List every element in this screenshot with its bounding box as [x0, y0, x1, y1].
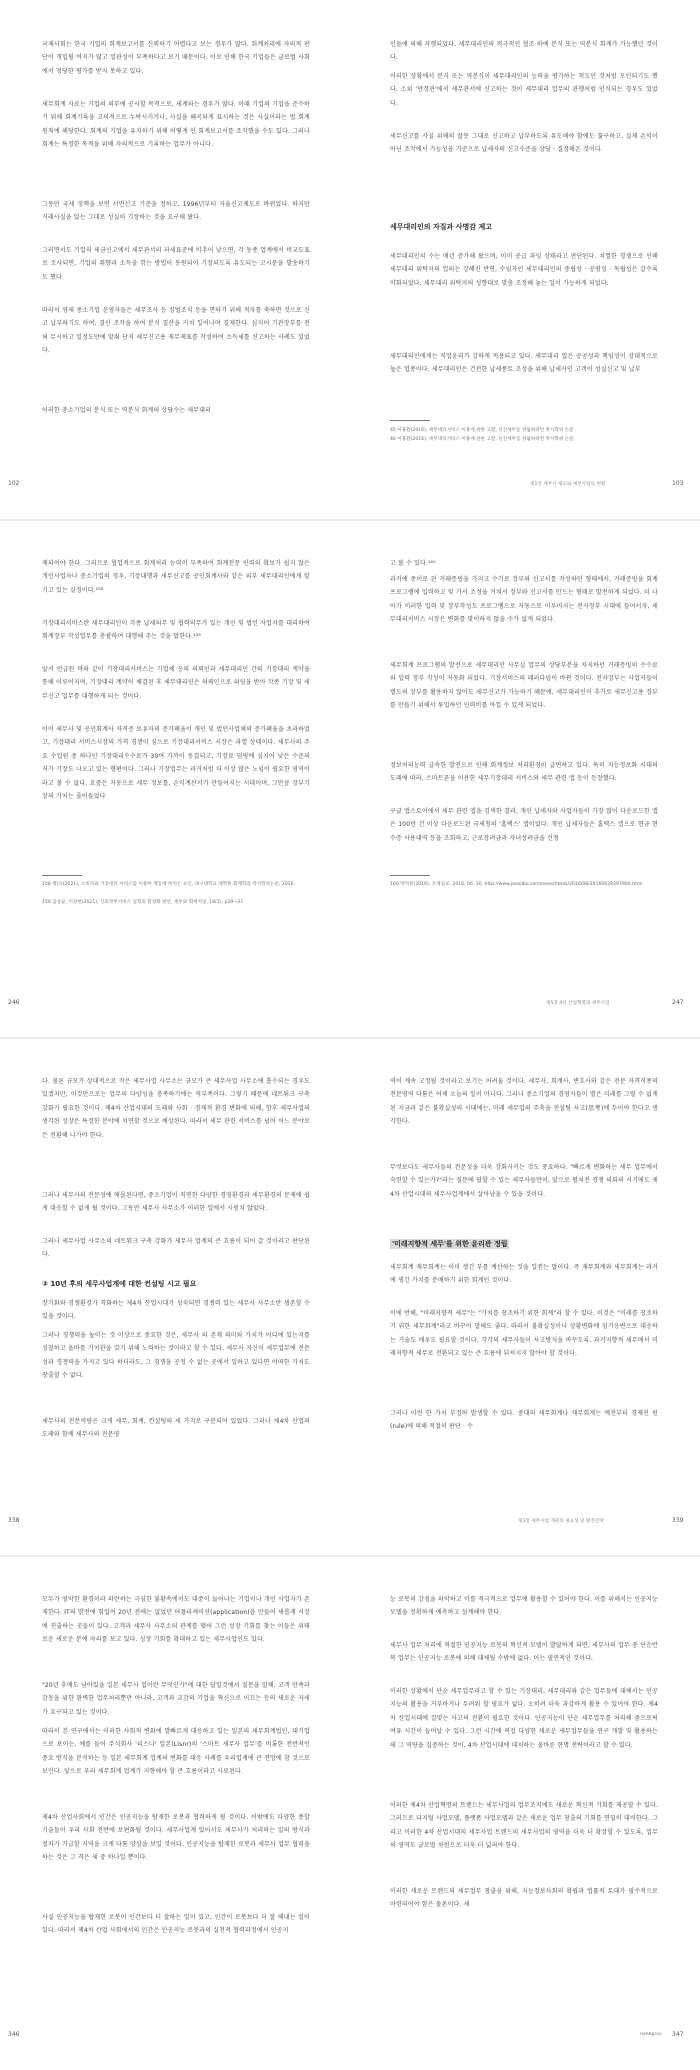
- running-head: 제3장 세무사업 개관의 필요성 및 발전전략: [518, 1519, 604, 1524]
- paragraph: 따라서 본 연구에서는 이러한 사회적 변화에 발빠르게 대응하고 있는 일본의 세무회계법인, 대기업으로 보이는, 예를 들어 주식회사 '리스나' 일본(Lisnr)의 '스마트 세무사 업무'를 비롯한 전반적인 중요 방식을 분석하는 등 일본 세무회계 업계의 변화를 대응 사례를 우리업계에 큰 전망에 참 것으로 보인다. 앞으로 우리 세무회계 업계가 지향해야 할 큰 흐름이라고 사료된다.: [42, 1728, 310, 1776]
- paragraph: 이미 세무사 및 공인회계사 자격증 보유자의 증가폐율이 개인 및 법인사업체의 증가폐율을 초과하였고, 기장대리 서비스시장의 가격 경쟁이 심으로 기장대리서비스 시장은 과열 상태이다. 세무사의 주요 수입원 중 하나인 기장대리수수료가 30여 가까이 동결되고, 기장료 덤핑에 심지어 낮은 수준의 저가 기장도 나오고 있는 형편이다. 그러나 기장업무는 과거처럼 더 이상 많은 노임이 필요한 영역이라고 볼 수 없다. 요즘은 자동으로 세무 정보를, 손익계산서가 만들어지는 시대이며, 그만큼 장부기장의 가치는 줄어들었다: [42, 726, 310, 801]
- running-head: nahbgrus: [640, 2032, 662, 2037]
- paragraph: 이러한 상황에서 분식 또는 역분식이 세무대리인의 능력을 평가하는 척도인 것처럼 오인되기도 했다. 소위 '만정관'에서 세무관서에 신고하는 것이 세무대리 업무의 관행처럼 인식되는 경우도 있었다.: [390, 73, 658, 107]
- page-number: 347: [672, 2031, 684, 2038]
- paragraph: 이에 반해, "미래지향적 세무"는 "가치를 창조하기 위한 회계"라 할 수 있다. 이것은 "미래를 창조하기 위한 세무회계"라고 바꾸어 말해도 좋다. 따라서 불확실성이나 상황변화에 임기응변으로 대응하는 기술도 매우도 필요할 것이다. 각각의 세무사들이 사고방식을 바꾸도록, 과거지향적 세무에서 미래지향적 세무로 전환되고 있는 큰 흐름에 뒤처지지 않아야 할 것이다.: [390, 1310, 658, 1358]
- page-347: [350, 1557, 700, 2070]
- paragraph: 정보처리능력 급속한 발전으로 인해 회계정보 처리환경이 급변하고 있다. 특히 지능정보화 시대의 도래에 따라, 스마트폰을 이용한 세무기장대리 서비스와 세무 관련 앱 등이 등장했다.: [390, 762, 658, 783]
- page-number: 103: [672, 480, 684, 487]
- page-number: 346: [8, 2031, 20, 2038]
- paragraph: 세무회계 프로그램의 발전으로 세무대리인 사무실 업무의 상당부분을 차지하던 거래증빙의 수수료와 입력 장부 작성이 자동화 되었다. 기장서비스의 패러다임이 바뀐 것이다. 전자장부는 사업자들이 별도의 장부를 활용하지 않아도 세무신고가 가능하기 때문에, 세무대리인이 추가로 세무신고용 장부를 만들기 위해서 투입하던 인력비를 아낄 수 있게 되었다.: [390, 662, 658, 710]
- page-103: [350, 0, 700, 518]
- paragraph: 기장대리서비스란 세무대리인이 각종 납세의무 및 협력의무가 있는 개인 및 법인 사업자를 대리하여 회계장부 작성업무를 총괄하여 대행해 주는 것을 말한다.¹⁵⁹: [42, 620, 310, 641]
- page-number: 339: [672, 1517, 684, 1524]
- spread-3: [0, 1039, 700, 1555]
- paragraph: 앞서 언급된 바와 같이 기장대리서비스는 기업체 등의 의뢰인과 세무대리인 간의 기장대리 계약을 통해 이루어지며, 기장대리 계약이 체결된 후 세무대리인은 의뢰인으로 위임을 받아 각종 기장 및 세무신고 업무를 대행하게 되는 것이다.: [42, 666, 310, 700]
- paragraph: 세무사 업무 처리에 적절한 인공지능 로봇의 혁신적 모델이 발달하게 되면, 세무사의 업무 중 단순반복 업무는 인공지능 로봇에 의해 대체될 수밖에 없다. 이는 필연적인 것이다.: [390, 1642, 658, 1663]
- footnote: 158 행(?)(2021), 소비자와 기장대리 서비스를 이용한 행동에 미치는 요인, 대구대학교 대학원 회계학과 박사학위논문, 2016.: [42, 882, 295, 887]
- footnote-rule: [390, 875, 430, 876]
- heading-highlight: '미래지향적 세무'를 위한 윤리관 정립: [392, 1240, 508, 1248]
- paragraph: 제되어야 한다. 그리므로 협업적으로 회계처리 능력이 부족하여 회계전문 인력의 확보가 쉽지 않은 개인사업자나 중소기업의 경우, 기장대행과 세무신고를 공인회계사와 같은 외부 세무대리인에게 맡기고 있는 실정이다.¹⁵⁸: [42, 560, 310, 594]
- running-head: 제5장 4차 산업혁명과 세무사업: [546, 1001, 610, 1006]
- footnote-rule: [42, 875, 82, 876]
- page-339: [350, 1039, 700, 1555]
- section-heading: [390, 1239, 509, 1249]
- paragraph: 다. 물론 규모가 상대적으로 작은 세무사업 사무소는 규모가 큰 세무사업 사무소에 흡수되는 경우도 있겠지만, 이것만으로는 업무의 다양성을 충족하기에는 역부족이다. 그렇기 때문에 네트워크 구축 강화가 필요한 것이다. 제4차 산업시대의 도래와 사회 · 경제적 환경 변화에 의해, 향후 세무사업의 생각된 성장은 특정한 분야에 치면할 것으로 예상된다. 따라서 세무 관련 서비스를 넘어 어느 분야로든 전환해 나가야 한다.: [42, 1078, 310, 1139]
- paragraph: 따라서 영세 중소기업 운영자들은 세무조사 등 징벌조치 등을 면하기 위해 적자를 축하면 것으로 신고 납부하기도 하여, 결산 조작을 하여 분식 결산을 거쳐 일어나며 결제한다. 심지어 기관장부를 전혀 무시하고 일정도만에 맞춰 단지 세무신고용 재무제표를 작성하여 소득세를 신고하는 사례도 있었다.: [42, 307, 310, 355]
- paragraph: 그러나 경쟁력을 높이는 것 이상으로 중요한 것은, 세무사 의 존재 의미와 가치가 어디에 있는지를 성찰하고 올바를 가치관을 갖기 위해 노력하는 것이라고 할 수 있다. 세무사 자신이 세무업무에 전문성과 경쟁력을 가지고 있다 하더라도, 그 경쟁을 공정 수 없는 곳에서 일하고 있다면 어떠한 가치도 창출할 수 없다.: [42, 1332, 310, 1380]
- paragraph: 그동안 국세 정책을 보면 서면신고 기준을 정하고, 1996년부터 자율신고제도로 바뀌었다. 하지만 거래사실을 있는 그대로 성실히 기장하는 것을 요구해 왔다.: [42, 201, 310, 222]
- paragraph: 장기화와 경쟁환경가 격화하는 제4차 산업시대가 성숙되면 경쟁력 있는 세무사 사무소만 생존할 수 있을 것이다.: [42, 1300, 310, 1321]
- footnote-rule: [390, 420, 430, 421]
- paragraph: 세무사의 전문역량은 크게 세무, 회계, 컨설팅의 세 가지로 구분되어 있었다. 그러나 제4차 산업의 도래와 함께 세무사의 전문영: [42, 1418, 310, 1439]
- paragraph: 사실 인공지능을 탑재한 로봇이 인간보다 더 잘하는 일이 있고, 인간이 로봇보다 더 잘 해내는 일이 있다. 따라서 제4차 산업 사회에서의 인간은 인공지능 로봇과의 실천적 협력과정에서 인공지: [42, 1914, 310, 1935]
- paragraph: 모두가 영악한 환경이라 파란하는 극심한 불황속에서도 대중이 늘어나는 기업이나 개인 사업자가 존재한다. IT의 발전에 힘입어 20년 전에는 없었던 어플리케이션(application)을 만들어 새롭게 시장에 진출하는 곳들이 있다. 고객과 세무사 사무소의 관계를 맺어 그런 성장 기회를 찾는 이들은 위태로운 새로운 분에 자리를 보고 있다. 성장 기회를 확대하고 있는 세무사업인도 있다.: [42, 1596, 310, 1644]
- section-heading: 세무대리인의 자질과 사명감 제고: [390, 223, 492, 231]
- spread-2: [0, 521, 700, 1037]
- page-102: [0, 0, 350, 518]
- paragraph: 국제사회는 한국 기업의 회계보고서를 신뢰하기 어렵다고 보는 경우가 많다. 회계처리에 자의적 판단이 개입될 여지가 많고 일관성이 부족하다고 보기 때문이다. 이로 인해 한국 기업들은 글로벌 사회에서 정당한 평가를 받지 못하고 있다.: [42, 41, 310, 75]
- page-number: 247: [672, 999, 684, 1006]
- paragraph: 무엇보다도 세무사들의 전문성을 더욱 강화시키는 것도 중요하다. "빠르게 변화하는 세무 업무에서 숙련할 수 있는가?"라는 질문에 답할 수 있는 세무사들만이, 앞으로 펼쳐진 경쟁 의화의 시기에도 제4차 산업시대의 세무사업계에서 살아남을 수 있을 것이다.: [390, 1164, 658, 1198]
- paragraph: 능 로봇의 강점을 파악하고 이를 적극적으로 업무에 활용할 수 있어야 한다. 이를 위해서는 인공지능 모델을 정확하게 예측하고 설계해야 한다.: [390, 1596, 658, 1617]
- page-number: 102: [8, 480, 20, 487]
- paragraph: 구글 앱스토어에서 세무 관련 앱을 검색한 결과, 개인 납세자와 사업자들이 가장 많이 다운로드한 앱은 100만 건 이상 다운로드된 국세청의 '홈택스' 앱이었다. 개인 납세자들은 홈택스 앱으로 현금 현수증 사용내역 등을 조회하고, 근로장려금과 자녀장려금을 신청: [390, 808, 658, 842]
- spread-1: [0, 0, 700, 518]
- page-346: [0, 1557, 350, 2070]
- page-247: [350, 521, 700, 1037]
- running-head: 제1장 세무사 제도와 세무사업의 현황: [530, 482, 606, 487]
- page-338: [0, 1039, 350, 1555]
- paragraph: 세무회계 재무회계는 이미 생긴 부를 계산하는 것을 일컫는 말이다. 즉 재무회계와 세무회계는 과거에 생긴 가치를 분배하기 위한 회계인 것이다.: [390, 1264, 658, 1285]
- page-246: [0, 521, 350, 1037]
- paragraph: 세무대리인에게는 직업윤리가 강하게 적용되고 있다. 세무대리 업은 공공성과 책임성이 상대적으로 높은 업종이다. 세무대리인은 건전한 납세풍토 조성을 위해 납세자인 고객이 성실신고 및 납부: [390, 353, 658, 374]
- paragraph: 그러나 세무사의 전문성에 매몰된다면, 중소기업이 직면한 다양한 경영환경과 세무환경의 문제에 쉽게 대응할 수 없게 될 것이다. 그동안 세무사 사무소가 이러한 일에서 시원치 않았다.: [42, 1192, 310, 1213]
- paragraph: 이러한 새로운 트렌드의 세무업무 창출을 위해, 지능정보사회의 확립과 법률적 토대가 필수적으로 마련되어야 함은 물론이다. 세: [390, 1888, 658, 1909]
- section-heading: ② 10년 후의 세무사업계에 대한 컨설팅 시고 필요: [42, 1280, 197, 1288]
- paragraph: 역이 계속 고정될 것이라고 보기는 어려울 것이다. 세무사, 회계사, 변호사와 같은 전문 자격직종의 전문영역 다툼은 어제 오늘의 일이 아니다. 그러나 중소기업의 경영자들이 별은 미래를 그릴 수 없게 된 지금과 같은 불확실성의 시대에는, 미래 세무업의 주축을 진설팅 사고(思考)에 두어야 한다고 생각한다.: [390, 1078, 658, 1126]
- paragraph: 인들에 의해 자행되었다. 세무대리인의 적극적인 협조 하에 분식 또는 역분식 회계가 가능했던 것이다.: [390, 41, 658, 62]
- paragraph: 세무신고를 사실 위해의 잘못 그대로 신고하고 납부하도록 유도해야 함에도 불구하고, 실제 손익이 아닌 조작에서 가능성을 기준으로 납세자의 신고수준을 상담 · 결정해온 것이다.: [390, 133, 658, 154]
- footnote: 160 박저현(2016), 조세일보, 2016. 06. 30. http://www.joseilbo.com/news/htmls/2016/06/20160629297900.html: [390, 882, 643, 887]
- paragraph: 세무대리인의 수는 매년 증가해 왔으며, 이미 공급 과잉 상태라고 판단된다. 치열한 경쟁으로 인해 세무대리 위탁자의 업의는 강해진 반면, 수임자인 세무대리인의 중립성 · 공평성 · 독립성은 갈수록 약화되었다. 세무대리 위탁자의 성향대로 맞춤 조정해 놓는 일이 가능하게 되었다.: [390, 253, 658, 287]
- page-number: 338: [8, 1517, 20, 1524]
- paragraph: 제4차 산업사회에서 인간은 인공지능을 탑재한 로봇과 협력하게 될 것이다. 이밖에도 다양한 종합 기술들이 우리 사회 전반에 보편화될 것이다. 세무사업계 있어서도 세무사가 처리하는 일의 방식과 절차가 기급할 지역을 크게 다툼 양상을 보일 것이다. 인공지능을 탑재한 로봇과 세무사 업무 협력을 하는 것은 그 격은 세 중 하나일 뿐이다.: [42, 1814, 310, 1862]
- paragraph: 그러나 세무사업 사무소의 네트워크 구축 강화가 세무사 업계의 큰 흐름이 되어 갈 것이라고 판단된다.: [42, 1238, 310, 1259]
- paragraph: 이러한 제4차 산업혁명의 트렌드는 세무사업의 업무조직에도 새로운 혁신적 기회를 제공할 수 있다. 그러므로 디지털 사업모델, 플랫폼 사업모델과 같은 새로운 업무 창출의 기회를 면밀히 대비한다. 그리고 이러한 4차 산업시대의 세무사업 트렌드의 세무사업의 영역을 더욱 더 확장할 수 있도록, 업무의 영역도 글로벌 차원으로 더욱 더 넓혀야 한다.: [390, 1802, 658, 1850]
- paragraph: 이러한 중소기업의 분식 또는 역분식 회계의 상당수는 세무대리: [42, 407, 211, 414]
- footnote: 45 이용환(2016), 세무대리서비스 이용에 관한 고찰, 선진세무를 정립하려면 박사학위 논문.: [390, 428, 576, 433]
- spread-4: [0, 1557, 700, 2070]
- paragraph: "20년 후에도 남아있을 일본 세무사 업이란 무엇인가"에 대한 답일것에서 질문을 말해, 고객 만족과 감동을 위한 완벽한 업무처리뿐만 아니라, 고객과 교감의 기업을 혁신으로 이끄는 등의 새로운 자세가 요구되고 있는 것이다.: [42, 1682, 310, 1716]
- paragraph: 이러한 상황에서 단순 세무업무라고 할 수 있는 기장대리, 세무대리와 같은 업무들에 대해서는 인공지능의 활용을 거부하거나 두려워 할 필요가 없다. 오히려 더욱 과감하게 활용 수 있어야 한다. 제4차 산업시대에 걸맞는 사고의 전환이 필요한 것이다. 인공지능이 단순 세무업무를 처리해 줌으로써 여유 시간이 늘어날 수 있다. 그런 시간에 복잡 다양한 새로운 세무업무들을 연구 개발 및 활용하는데 그 역량을 집중하는 것이, 4차 산업시대에 대처하는 올바른 현명 전략이라고 할 수 있다.: [390, 1688, 658, 1749]
- paragraph: 세무회계 자료는 기업의 외부에 공시할 목적으로, 세계와는 경우가 많다. 이때 기업의 기업을 준수하기 위해 회계기록을 고의적으로 누락시키거나, 사실을 왜곡되게 표시하는 것은 사실이라는 법 회계원칙에 해당한다. 회계의 기업을 유지하기 위해 어떻게 인 회계보고서를 조작했을 수도 있다. 그러나 회계는 특정한 목적을 위해 자의적으로 기록하는 업무가 아니다.: [42, 101, 310, 149]
- paragraph: 그러면서도 기업의 세금신고에서 세무관서의 과세표준에 비추어 낮으면, 각 동종 업계에서 비교도표로 조사되면, 기업의 취향과 소득을 깎는 방법이 동원되어 기장되도록 유도되는 고시문을 발송하기도 했다.: [42, 247, 310, 281]
- paragraph: 그러나 이런 한 가치 부정하 발생할 수 있다. 중대의 세무회계나 재무회계는 예전부터 경제진 원(rule)에 의해 적절히 판단 · 수: [390, 1410, 658, 1431]
- paragraph: 고 볼 수 있다.¹⁶⁰: [390, 560, 436, 567]
- footnote: 159 김상균, 이창현(2021), 신뢰정부서비스 일정의 활성화 방안, 세무와 회계저널, 16(1), p29~37.: [42, 900, 245, 905]
- footnote: 46 이용환(2016), 세무대리서비스 이용에 관한 고찰, 선진세무를 정립하려면 박사학위 논문.: [390, 437, 576, 442]
- paragraph: 과거에 종이로 된 거래증빙을 가지고 수기로 장부와 신고서를 작성하던 형태에서, 거래증빙을 회계프로그램에 입력하고 및 가서 조정을 거쳐서 장부와 신고서를 만드는 형태로 발전하게 되었다. 더 나아가 이러한 입력 및 장부작성도 프로그램으로 자동으로 이루어지는 전자장부 시대에 들어서자, 세무대리서비스 시장은 변화를 맞이하지 않을 수가 없게 되었다.: [390, 576, 658, 624]
- page-number: 246: [8, 999, 20, 1006]
